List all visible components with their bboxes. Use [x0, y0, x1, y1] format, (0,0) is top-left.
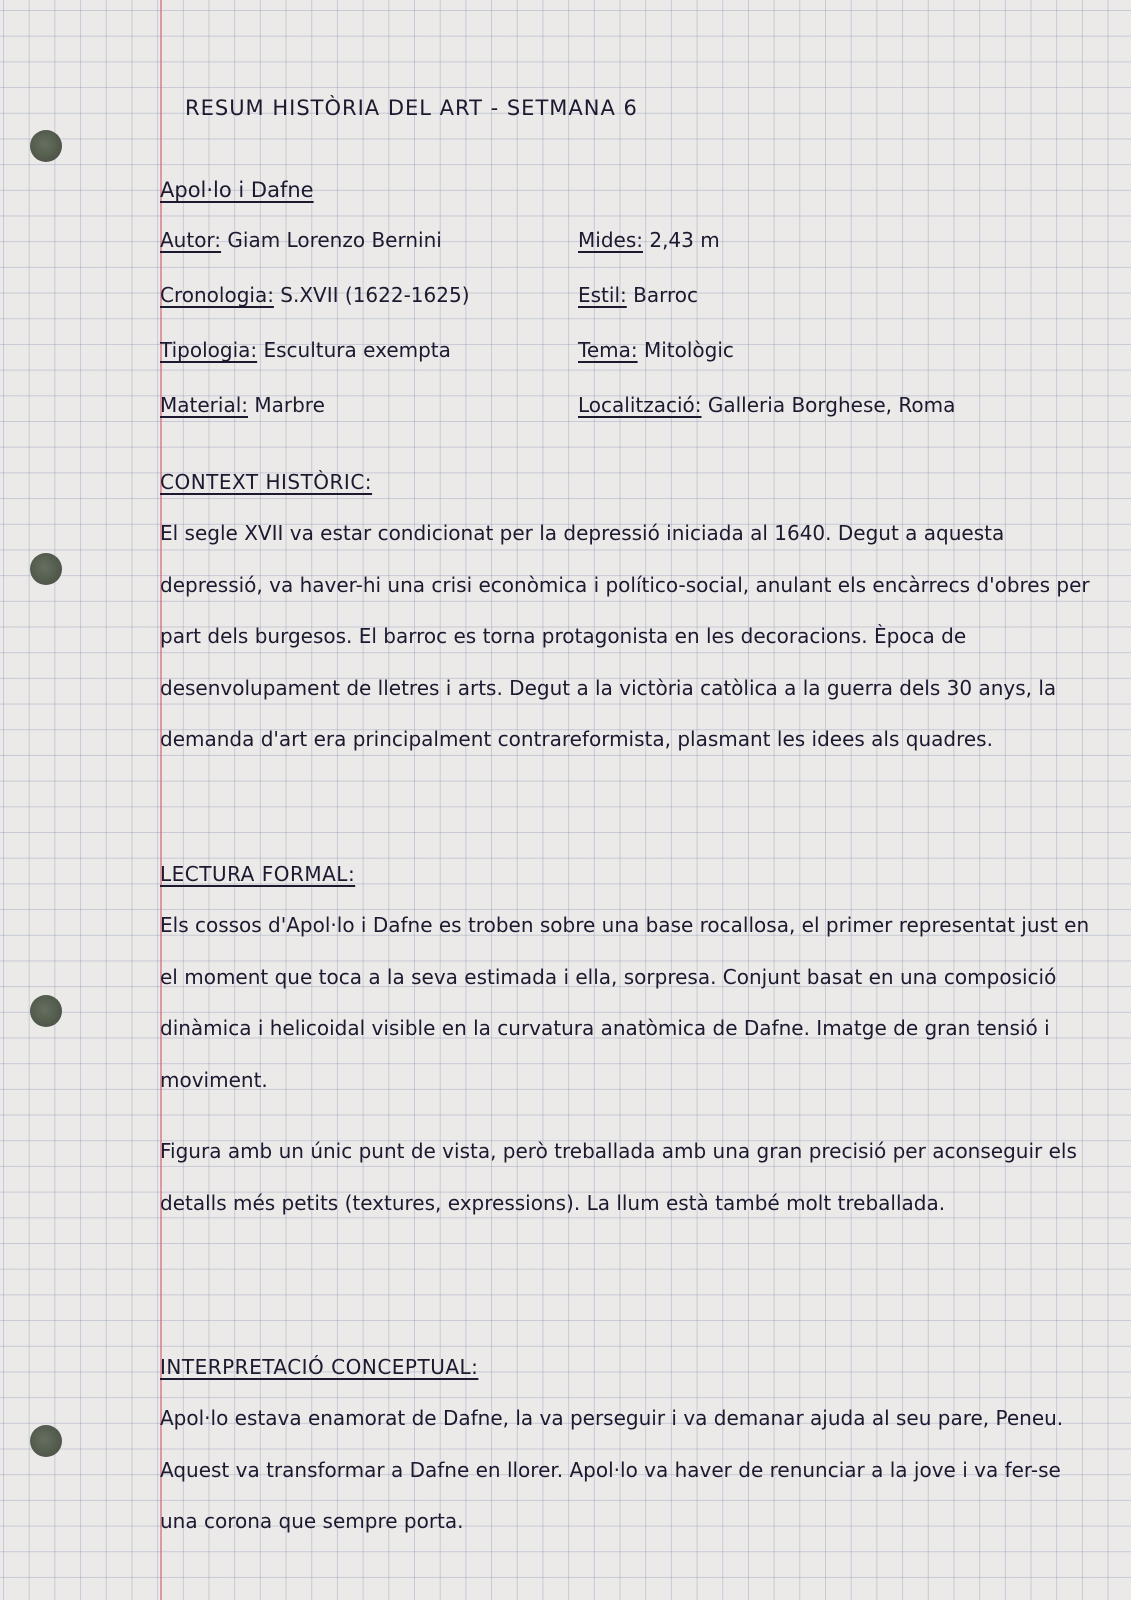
fact-value: S.XVII (1622-1625)	[280, 283, 470, 307]
fact-label: Material:	[160, 393, 248, 417]
fact-label: Cronologia:	[160, 283, 274, 307]
fact-material	[160, 393, 580, 448]
section-heading: LECTURA FORMAL:	[160, 862, 356, 886]
fact-label: Mides:	[578, 228, 643, 252]
fact-value: Giam Lorenzo Bernini	[227, 228, 442, 252]
section-text: El segle XVII va estar condicionat per la depressió iniciada al 1640. Degut a aquesta depressió, va haver-hi una crisi econòmica i político-social, anulant els encàrrecs d'obres per part dels burgesos. El barroc es torna protagonista en les decoracions. Època de desenvolupament de lletres i arts. Degut a la victòria catòlica a la guerra dels 30 anys, la demanda d'art era principalment contrareformista, plasmant les idees als quadres.	[160, 521, 1090, 751]
section-text: Figura amb un únic punt de vista, però treballada amb una gran precisió per aconseguir els detalls més petits (textures, expressions). La llum està també molt treballada.	[160, 1139, 1077, 1215]
fact-label: Estil:	[578, 283, 627, 307]
binder-hole	[30, 130, 62, 162]
fact-typology	[160, 338, 580, 393]
section-heading: CONTEXT HISTÒRIC:	[160, 470, 373, 494]
fact-value: Barroc	[633, 283, 698, 307]
page-title: RESUM HISTÒRIA DEL ART - SETMANA 6	[185, 96, 638, 120]
fact-size	[578, 228, 1038, 283]
fact-theme	[578, 338, 1038, 393]
section-text: Apol·lo estava enamorat de Dafne, la va perseguir i va demanar ajuda al seu pare, Peneu. Aquest va transformar a Dafne en llorer. Apol·lo va haver de renunciar a la jove i va fer-se una corona que sempre porta.	[160, 1406, 1064, 1533]
facts-right	[578, 228, 1038, 448]
fact-label: Tema:	[578, 338, 638, 362]
fact-label: Tipologia:	[160, 338, 258, 362]
fact-chronology	[160, 283, 580, 338]
facts-left	[160, 228, 580, 448]
section-heading: INTERPRETACIÓ CONCEPTUAL:	[160, 1355, 479, 1379]
fact-value: Galleria Borghese, Roma	[707, 393, 956, 417]
section-interpretation	[160, 1355, 1090, 1548]
section-context	[160, 470, 1090, 766]
binder-hole	[30, 995, 62, 1027]
fact-value: Escultura exempta	[263, 338, 451, 362]
fact-label: Autor:	[160, 228, 222, 252]
fact-value: Mitològic	[643, 338, 734, 362]
work-title: Apol·lo i Dafne	[160, 178, 314, 202]
fact-label: Localització:	[578, 393, 702, 417]
binder-hole	[30, 553, 62, 585]
fact-author	[160, 228, 580, 283]
fact-value: 2,43 m	[649, 228, 720, 252]
fact-style	[578, 283, 1038, 338]
section-text: Els cossos d'Apol·lo i Dafne es troben sobre una base rocallosa, el primer representat just en el moment que toca a la seva estimada i ella, sorpresa. Conjunt basat en una composició dinàmica i helicoidal visible en la curvatura anatòmica de Dafne. Imatge de gran tensió i moviment.	[160, 913, 1090, 1092]
binder-hole	[30, 1425, 62, 1457]
section-formal	[160, 862, 1090, 1229]
fact-location	[578, 393, 1038, 448]
fact-value: Marbre	[254, 393, 325, 417]
